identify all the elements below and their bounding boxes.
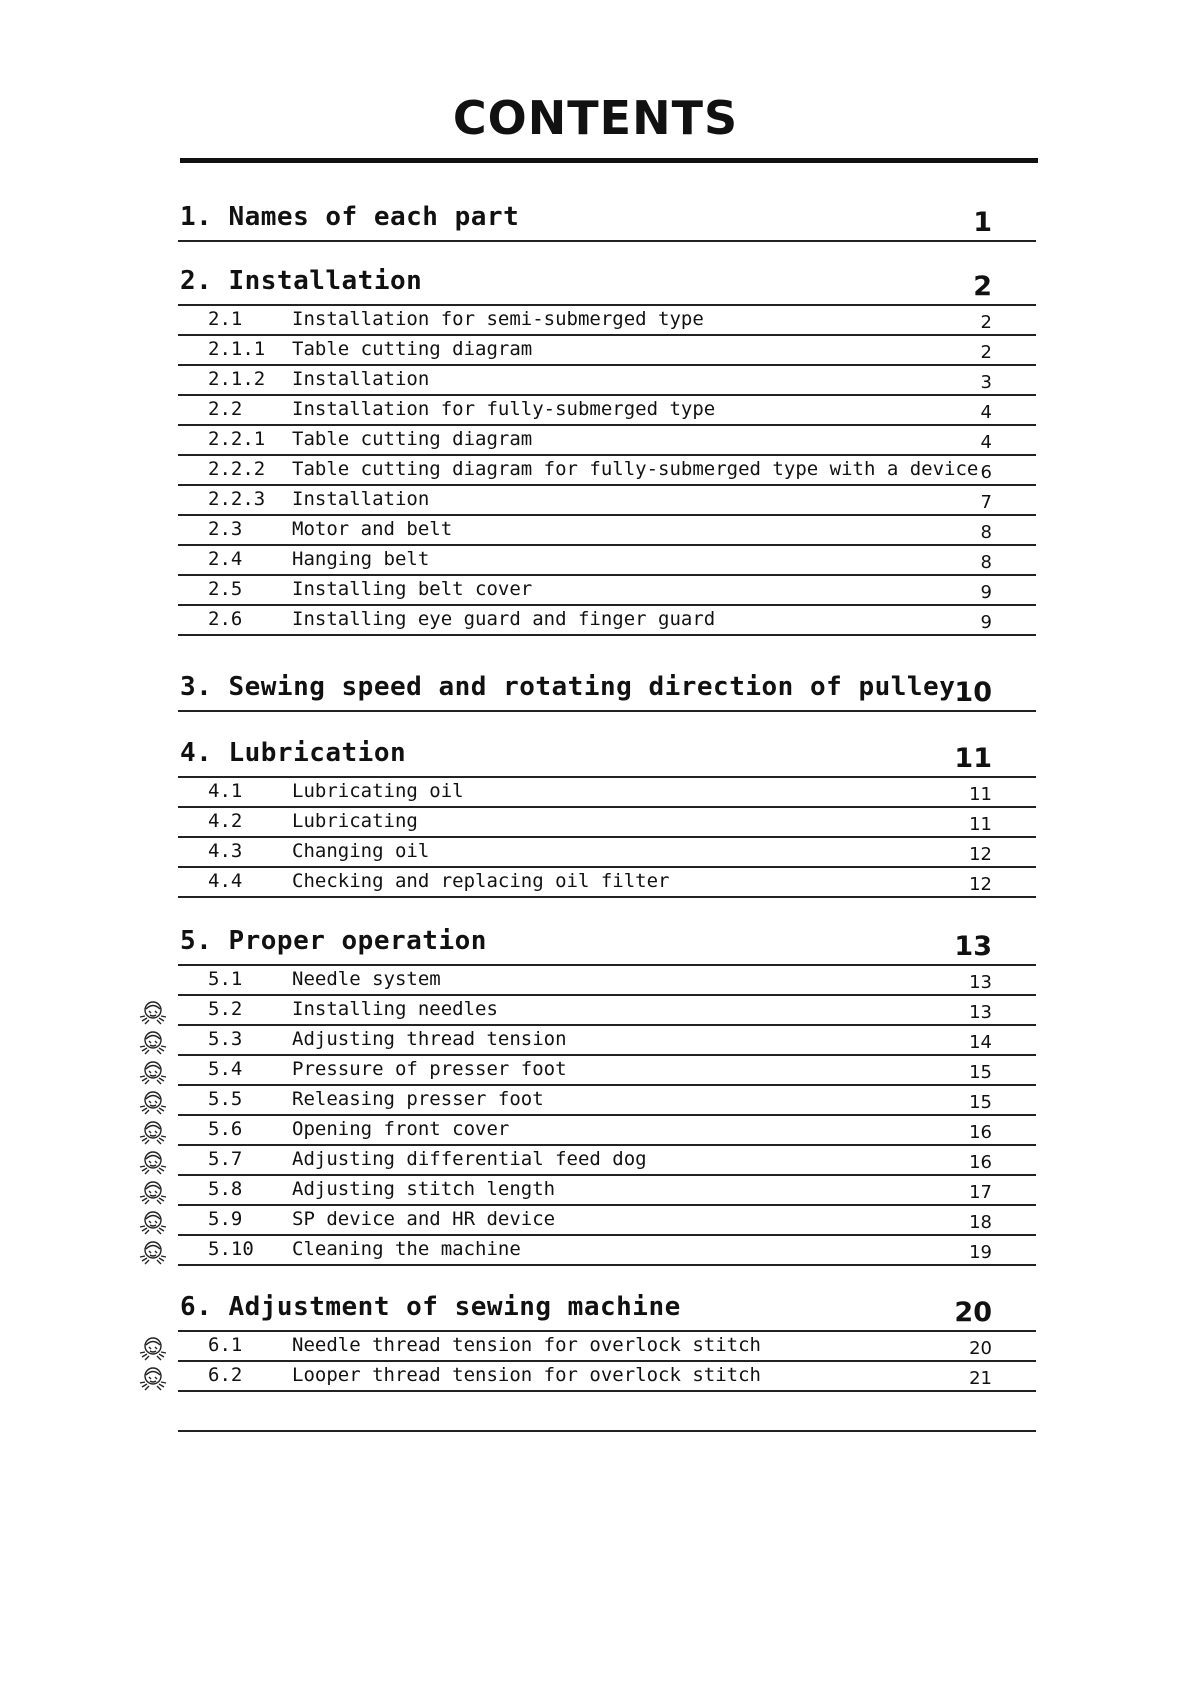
entry-page-number: 15 <box>969 1062 992 1083</box>
entry-title: Installation <box>292 368 430 390</box>
caution-hand-icon <box>138 1147 170 1175</box>
entry-page-number: 12 <box>969 874 992 895</box>
entry-page-number: 15 <box>969 1092 992 1113</box>
entry-page-number: 21 <box>969 1368 992 1389</box>
toc-entry[interactable] <box>178 1146 1036 1176</box>
toc-entry[interactable] <box>178 1176 1036 1206</box>
toc-section-5 <box>178 900 1036 1266</box>
toc-entry[interactable] <box>178 486 1036 516</box>
toc-entry[interactable] <box>178 516 1036 546</box>
entry-title: Opening front cover <box>292 1118 510 1140</box>
entry-page-number: 17 <box>969 1182 992 1203</box>
section-heading[interactable] <box>178 1266 1036 1332</box>
entry-title: Installing belt cover <box>292 578 533 600</box>
entry-page-number: 19 <box>969 1242 992 1263</box>
entry-title: Table cutting diagram for fully-submerged type with a device <box>292 458 979 480</box>
toc-entry[interactable] <box>178 1362 1036 1392</box>
entry-number: 2.3 <box>208 518 243 540</box>
entry-page-number: 11 <box>969 784 992 805</box>
entry-title: Table cutting diagram <box>292 428 533 450</box>
entry-page-number: 9 <box>980 612 992 633</box>
entry-title: Cleaning the machine <box>292 1238 521 1260</box>
caution-hand-icon <box>138 1057 170 1085</box>
entry-title: Lubricating oil <box>292 780 464 802</box>
section-page-number: 1 <box>973 207 992 238</box>
entry-title: Installing eye guard and finger guard <box>292 608 716 630</box>
entry-number: 2.2 <box>208 398 243 420</box>
section-title: 2. Installation <box>180 266 423 296</box>
entry-title: Installation for fully-submerged type <box>292 398 716 420</box>
entry-title: Installing needles <box>292 998 498 1020</box>
section-title: 5. Proper operation <box>180 926 487 956</box>
toc-entry[interactable] <box>178 1116 1036 1146</box>
entry-page-number: 12 <box>969 844 992 865</box>
entry-page-number: 2 <box>980 342 992 363</box>
toc-section-1 <box>178 176 1036 242</box>
entry-number: 5.2 <box>208 998 243 1020</box>
entry-title: Looper thread tension for overlock stitch <box>292 1364 761 1386</box>
entry-number: 6.2 <box>208 1364 243 1386</box>
toc-entry[interactable] <box>178 336 1036 366</box>
entry-number: 2.1.2 <box>208 368 266 390</box>
toc-entry[interactable] <box>178 868 1036 898</box>
section-heading[interactable] <box>178 646 1036 712</box>
toc-entry[interactable] <box>178 366 1036 396</box>
section-title: 1. Names of each part <box>180 202 520 232</box>
entry-number: 2.2.1 <box>208 428 266 450</box>
entry-number: 4.1 <box>208 780 243 802</box>
entry-number: 4.2 <box>208 810 243 832</box>
entry-number: 2.6 <box>208 608 243 630</box>
section-heading[interactable] <box>178 712 1036 778</box>
bottom-rule <box>178 1430 1036 1432</box>
entry-number: 5.6 <box>208 1118 243 1140</box>
caution-hand-icon <box>138 1333 170 1361</box>
entry-page-number: 13 <box>969 1002 992 1023</box>
toc-entry[interactable] <box>178 426 1036 456</box>
toc-entry[interactable] <box>178 306 1036 336</box>
entry-title: Releasing presser foot <box>292 1088 544 1110</box>
toc-entry[interactable] <box>178 778 1036 808</box>
section-heading[interactable] <box>178 240 1036 306</box>
entry-number: 5.9 <box>208 1208 243 1230</box>
entry-number: 2.2.3 <box>208 488 266 510</box>
entry-number: 5.7 <box>208 1148 243 1170</box>
entry-page-number: 7 <box>980 492 992 513</box>
entry-number: 5.5 <box>208 1088 243 1110</box>
caution-hand-icon <box>138 1207 170 1235</box>
entry-number: 2.2.2 <box>208 458 266 480</box>
section-title: 3. Sewing speed and rotating direction of pulley <box>180 672 956 702</box>
entry-number: 5.10 <box>208 1238 254 1260</box>
entry-page-number: 13 <box>969 972 992 993</box>
entry-page-number: 18 <box>969 1212 992 1233</box>
caution-hand-icon <box>138 1117 170 1145</box>
toc-entry[interactable] <box>178 1236 1036 1266</box>
entry-number: 6.1 <box>208 1334 243 1356</box>
section-title: 6. Adjustment of sewing machine <box>180 1292 681 1322</box>
section-page-number: 20 <box>954 1297 992 1328</box>
entry-number: 2.1.1 <box>208 338 266 360</box>
entry-number: 5.8 <box>208 1178 243 1200</box>
section-page-number: 2 <box>973 271 992 302</box>
toc-entry[interactable] <box>178 1086 1036 1116</box>
caution-hand-icon <box>138 1363 170 1391</box>
caution-hand-icon <box>138 1027 170 1055</box>
entry-page-number: 16 <box>969 1152 992 1173</box>
entry-page-number: 3 <box>980 372 992 393</box>
entry-title: Table cutting diagram <box>292 338 533 360</box>
entry-title: SP device and HR device <box>292 1208 556 1230</box>
entry-page-number: 11 <box>969 814 992 835</box>
caution-hand-icon <box>138 1237 170 1265</box>
entry-title: Needle thread tension for overlock stitch <box>292 1334 761 1356</box>
section-page-number: 11 <box>954 743 992 774</box>
entry-title: Changing oil <box>292 840 430 862</box>
section-heading[interactable] <box>178 176 1036 242</box>
entry-page-number: 4 <box>980 402 992 423</box>
caution-hand-icon <box>138 997 170 1025</box>
entry-number: 5.3 <box>208 1028 243 1050</box>
entry-page-number: 9 <box>980 582 992 603</box>
entry-title: Adjusting stitch length <box>292 1178 556 1200</box>
toc-section-6 <box>178 1266 1036 1392</box>
entry-page-number: 8 <box>980 552 992 573</box>
entry-title: Installation <box>292 488 430 510</box>
section-page-number: 10 <box>954 677 992 708</box>
toc-entry[interactable] <box>178 1206 1036 1236</box>
entry-title: Pressure of presser foot <box>292 1058 567 1080</box>
toc-entry[interactable] <box>178 1056 1036 1086</box>
entry-number: 5.4 <box>208 1058 243 1080</box>
entry-title: Lubricating <box>292 810 418 832</box>
entry-number: 2.5 <box>208 578 243 600</box>
toc-section-3 <box>178 646 1036 712</box>
entry-title: Checking and replacing oil filter <box>292 870 670 892</box>
entry-page-number: 4 <box>980 432 992 453</box>
toc-entry[interactable] <box>178 838 1036 868</box>
entry-number: 5.1 <box>208 968 243 990</box>
entry-number: 4.4 <box>208 870 243 892</box>
toc-section-2 <box>178 240 1036 636</box>
toc-entry[interactable] <box>178 396 1036 426</box>
entry-title: Adjusting thread tension <box>292 1028 567 1050</box>
entry-number: 4.3 <box>208 840 243 862</box>
title-rule <box>180 158 1038 163</box>
entry-title: Needle system <box>292 968 441 990</box>
entry-number: 2.1 <box>208 308 243 330</box>
toc-entry[interactable] <box>178 576 1036 606</box>
caution-hand-icon <box>138 1177 170 1205</box>
entry-page-number: 2 <box>980 312 992 333</box>
toc-entry[interactable] <box>178 606 1036 636</box>
entry-page-number: 14 <box>969 1032 992 1053</box>
caution-hand-icon <box>138 1087 170 1115</box>
entry-title: Installation for semi-submerged type <box>292 308 704 330</box>
entry-title: Adjusting differential feed dog <box>292 1148 647 1170</box>
entry-page-number: 6 <box>980 462 992 483</box>
section-page-number: 13 <box>954 931 992 962</box>
entry-page-number: 8 <box>980 522 992 543</box>
toc-entry[interactable] <box>178 996 1036 1026</box>
section-heading[interactable] <box>178 900 1036 966</box>
entry-title: Hanging belt <box>292 548 430 570</box>
toc-entry[interactable] <box>178 1026 1036 1056</box>
toc-entry[interactable] <box>178 1332 1036 1362</box>
entry-number: 2.4 <box>208 548 243 570</box>
toc-entry[interactable] <box>178 546 1036 576</box>
toc-section-4 <box>178 712 1036 898</box>
toc-entry[interactable] <box>178 966 1036 996</box>
toc-entry[interactable] <box>178 456 1036 486</box>
entry-page-number: 16 <box>969 1122 992 1143</box>
entry-title: Motor and belt <box>292 518 453 540</box>
toc-entry[interactable] <box>178 808 1036 838</box>
section-title: 4. Lubrication <box>180 738 407 768</box>
page-title: CONTENTS <box>452 91 739 145</box>
entry-page-number: 20 <box>969 1338 992 1359</box>
